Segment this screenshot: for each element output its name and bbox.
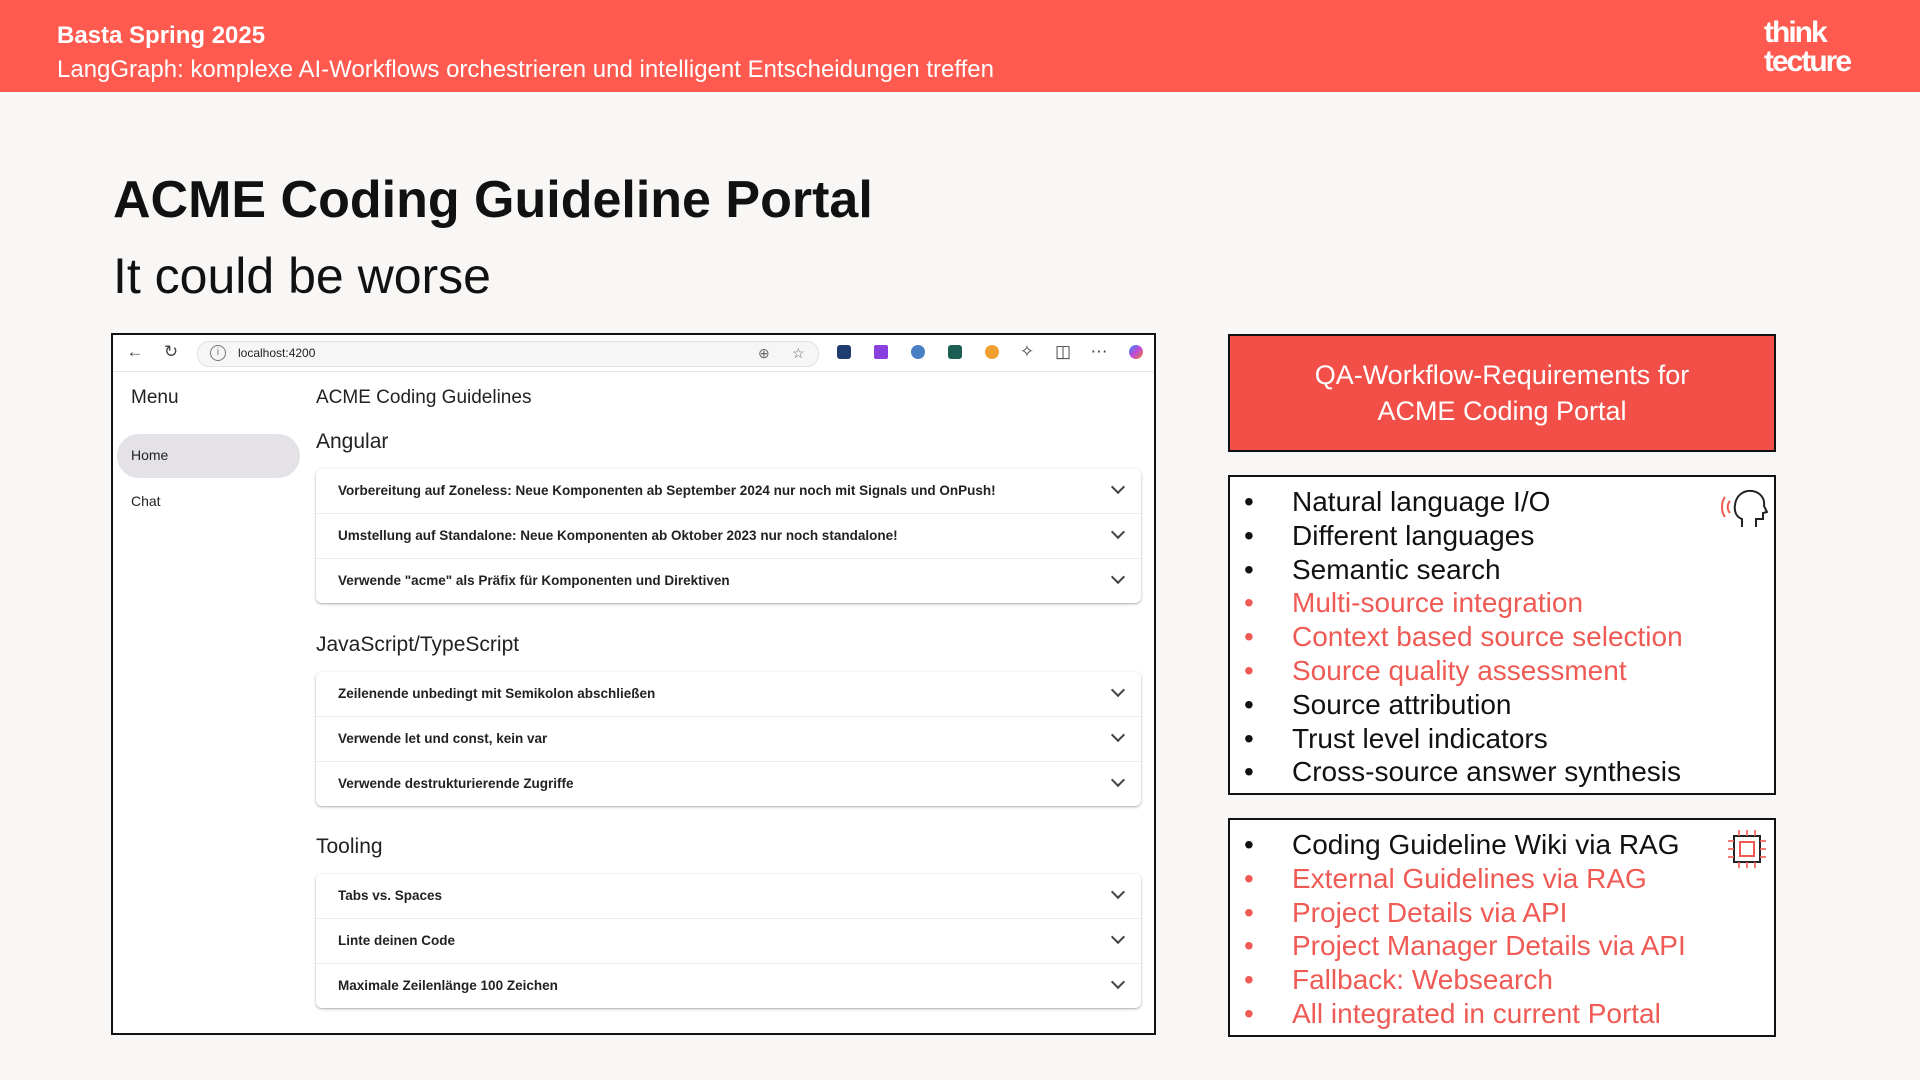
- accordion-item-label: Vorbereitung auf Zoneless: Neue Komponenten ab September 2024 nur noch mit Signals und OnPush!: [338, 483, 996, 498]
- zoom-icon[interactable]: ⊕: [758, 345, 770, 361]
- back-arrow-icon[interactable]: ←: [126, 342, 144, 361]
- more-menu-icon[interactable]: ⋯: [1090, 342, 1108, 361]
- speaking-head-icon: [1720, 485, 1768, 531]
- extensions-puzzle-icon[interactable]: ✧: [1019, 342, 1035, 361]
- reload-icon[interactable]: ↻: [163, 342, 179, 361]
- requirements-list: [1244, 485, 1683, 789]
- browser-toolbar: [113, 335, 1154, 372]
- extension-icon-4[interactable]: [948, 345, 962, 359]
- accordion-item[interactable]: [316, 514, 1141, 559]
- category-heading: Tooling: [316, 835, 383, 858]
- thinktecture-logo: [1764, 16, 1851, 78]
- accordion-tooling: [316, 874, 1141, 1008]
- chevron-down-icon: [1111, 570, 1125, 584]
- accordion-item[interactable]: [316, 559, 1141, 603]
- extension-icon-1[interactable]: [837, 345, 851, 359]
- extension-icon-3[interactable]: [911, 345, 925, 359]
- accordion-item-label: Linte deinen Code: [338, 933, 456, 948]
- requirement-item: • Semantic search: [1244, 553, 1683, 587]
- split-view-icon[interactable]: ◫: [1054, 342, 1072, 361]
- accordion-item-label: Maximale Zeilenlänge 100 Zeichen: [338, 978, 558, 993]
- source-item: • Fallback: Websearch: [1244, 963, 1686, 997]
- accordion-item[interactable]: [316, 964, 1141, 1008]
- accordion-item[interactable]: [316, 469, 1141, 514]
- source-item: • Project Details via API: [1244, 896, 1686, 930]
- category-heading: Angular: [316, 430, 389, 453]
- requirement-item: • Context based source selection: [1244, 620, 1683, 654]
- accordion-item[interactable]: [316, 672, 1141, 717]
- address-bar[interactable]: [197, 341, 819, 367]
- menu-title: Menu: [131, 387, 179, 408]
- accordion-javascript: [316, 672, 1141, 806]
- requirement-item: • Natural language I/O: [1244, 485, 1683, 519]
- chevron-down-icon: [1111, 885, 1125, 899]
- accordion-item-label: Verwende "acme" als Präfix für Komponenten und Direktiven: [338, 573, 730, 588]
- menu-item-home[interactable]: [117, 434, 300, 478]
- site-info-icon[interactable]: i: [210, 345, 226, 361]
- sources-list-box: [1228, 818, 1776, 1037]
- chevron-down-icon: [1111, 683, 1125, 697]
- accordion-item-label: Tabs vs. Spaces: [338, 888, 443, 903]
- accordion-item[interactable]: [316, 762, 1141, 806]
- requirement-item: • Cross-source answer synthesis: [1244, 755, 1683, 789]
- requirement-item: • Different languages: [1244, 519, 1683, 553]
- talk-title: LangGraph: komplexe AI-Workflows orchestrieren und intelligent Entscheidungen treffen: [57, 56, 994, 83]
- accordion-item-label: Verwende destrukturierende Zugriffe: [338, 776, 574, 791]
- accordion-item[interactable]: [316, 874, 1141, 919]
- menu-item-home-label: Home: [131, 447, 169, 463]
- menu-item-chat[interactable]: Chat: [131, 493, 161, 509]
- content-title: ACME Coding Guidelines: [316, 387, 532, 408]
- extension-icon-5[interactable]: [985, 345, 999, 359]
- chip-icon: [1726, 828, 1768, 870]
- source-item: • Project Manager Details via API: [1244, 929, 1686, 963]
- source-item: • All integrated in current Portal: [1244, 997, 1686, 1031]
- slide-subtitle: It could be worse: [113, 248, 491, 304]
- event-name: Basta Spring 2025: [57, 22, 266, 49]
- source-item: • Coding Guideline Wiki via RAG: [1244, 828, 1686, 862]
- requirements-heading-line-1: QA-Workflow-Requirements for: [1314, 360, 1690, 390]
- accordion-item-label: Zeilenende unbedingt mit Semikolon abschließen: [338, 686, 656, 701]
- chevron-down-icon: [1111, 525, 1125, 539]
- requirements-heading-line-2: ACME Coding Portal: [1377, 396, 1627, 426]
- requirement-item: • Source attribution: [1244, 688, 1683, 722]
- browser-screenshot: [111, 333, 1156, 1035]
- source-item: • External Guidelines via RAG: [1244, 862, 1686, 896]
- requirement-item: • Trust level indicators: [1244, 722, 1683, 756]
- accordion-angular: [316, 469, 1141, 603]
- logo-line-1: think: [1764, 16, 1826, 49]
- extension-icon-2[interactable]: [874, 345, 888, 359]
- copilot-icon[interactable]: [1129, 345, 1143, 359]
- logo-line-2: tecture: [1764, 45, 1851, 78]
- accordion-item-label: Verwende let und const, kein var: [338, 731, 548, 746]
- chevron-down-icon: [1111, 975, 1125, 989]
- url-text: localhost:4200: [238, 346, 316, 360]
- chevron-down-icon: [1111, 773, 1125, 787]
- requirement-item: • Multi-source integration: [1244, 586, 1683, 620]
- requirements-heading: [1228, 334, 1776, 452]
- bookmark-star-icon[interactable]: ☆: [792, 345, 805, 361]
- requirement-item: • Source quality assessment: [1244, 654, 1683, 688]
- accordion-item-label: Umstellung auf Standalone: Neue Komponenten ab Oktober 2023 nur noch standalone!: [338, 528, 898, 543]
- accordion-item[interactable]: [316, 717, 1141, 762]
- sources-list: [1244, 828, 1686, 1031]
- chevron-down-icon: [1111, 480, 1125, 494]
- slide-header: [0, 0, 1920, 92]
- category-heading: JavaScript/TypeScript: [316, 633, 520, 656]
- slide-title: ACME Coding Guideline Portal: [113, 171, 873, 229]
- chevron-down-icon: [1111, 728, 1125, 742]
- requirements-list-box: [1228, 475, 1776, 795]
- chevron-down-icon: [1111, 930, 1125, 944]
- accordion-item[interactable]: [316, 919, 1141, 964]
